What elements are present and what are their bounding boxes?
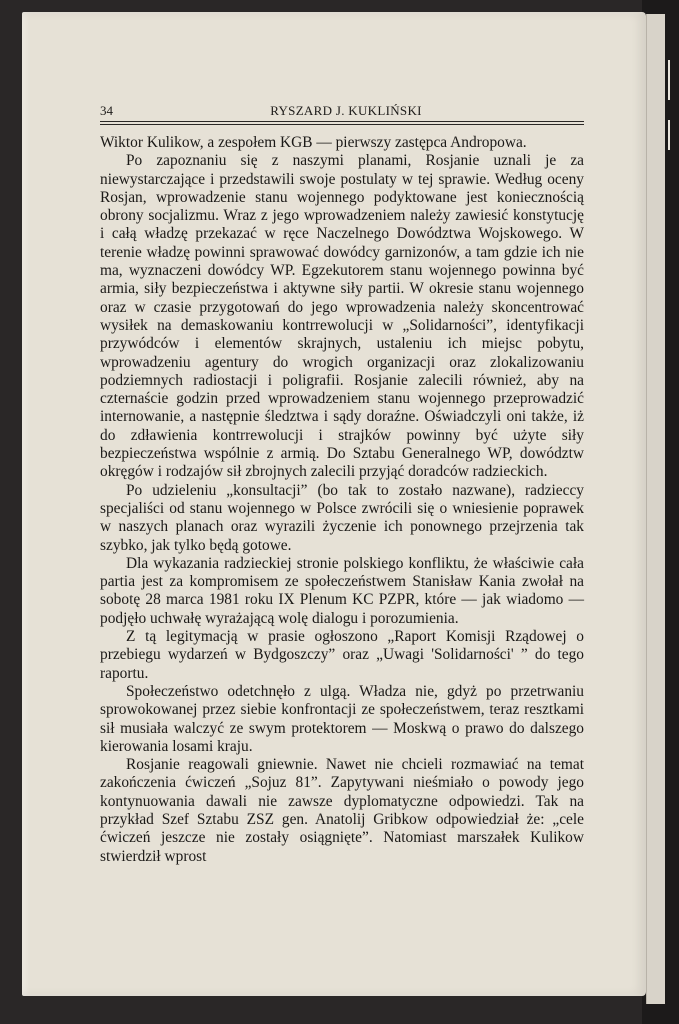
book-right-edge bbox=[642, 0, 679, 1024]
paragraph: Z tą legitymacją w prasie ogłoszono „Raport Komisji Rządowej o przebiegu wydarzeń w Bydgoszczy” oraz „Uwagi 'Solidarności' ” do tego raportu. bbox=[100, 628, 584, 682]
next-page-edge bbox=[646, 14, 665, 1004]
edge-highlight bbox=[668, 60, 670, 100]
page-header bbox=[100, 103, 592, 121]
paragraph: Rosjanie reagowali gniewnie. Nawet nie chcieli rozmawiać na temat zakończenia ćwiczeń „Sojuz 81”. Zapytywani nieśmiało o powody jego kontynuowania dawali nie zawsze dyplomatyczne odpowiedzi. Tak na przykład Szef Sztabu ZSZ gen. Anatolij Gribkow odpowiedział że: „cele ćwiczeń jeszcze nie zostały osiągnięte”. Natomiast marszałek Kulikow stwierdził wprost bbox=[100, 756, 584, 865]
paragraph: Wiktor Kulikow, a zespołem KGB — pierwszy zastępca Andropowa. bbox=[100, 134, 527, 151]
paragraph: Po udzieleniu „konsultacji” (bo tak to zostało nazwane), radzieccy specjaliści od stanu wojennego w Polsce zwrócili się o wniesienie poprawek w naszych planach oraz wyrazili życzenie ich ponownego przejrzenia tak szybko, jak tylko będą gotowe. bbox=[100, 481, 584, 554]
paragraph: Społeczeństwo odetchnęło z ulgą. Władza nie, gdyż po przetrwaniu sprowokowanej przez siebie konfrontacji ze społeczeństwem, teraz resztkami sił musiała walczyć ze swym protektorem — Moskwą o prawo do dalszego kierowania losami kraju. bbox=[100, 682, 584, 755]
page-number: 34 bbox=[100, 103, 113, 118]
paragraph: Po zapoznaniu się z naszymi planami, Rosjanie uznali je za niewystarczające i przedstawili swoje postulaty w tej sprawie. Według oceny Rosjan, wprowadzenie stanu wojennego podyktowane jest koniecznością obrony socjalizmu. Wraz z jego wprowadzeniem należy zawiesić konstytucję i całą władzę przekazać w ręce Naczelnego Dowództwa Wojskowego. W terenie władzę powinni sprawować dowódcy garnizonów, a tam gdzie ich nie ma, wyznaczeni dowódcy WP. Egzekutorem stanu wojennego powinna być armia, siły bezpieczeństwa i aktywne siły partii. W okresie stanu wojennego oraz w czasie przygotowań do jego wprowadzenia należy skoncentrować wysiłek na demaskowaniu kontrrewolucji w „Solidarności”, identyfikacji przywódców i elementów skrajnych, ustaleniu ich miejsc pobytu, wprowadzeniu agentury do wrogich organizacji oraz zlokalizowaniu podziemnych radiostacji i poligrafii. Rosjanie zalecili również, aby na czternaście godzin przed wprowadzeniem stanu wojennego przeprowadzić internowanie, a następnie śledztwa i sądy doraźne. Oświadczyli oni także, iż do zdławienia kontrrewolucji i strajków powinny być użyte siły bezpieczeństwa wspólnie z armią. Do Sztabu Generalnego WP, dowództw okręgów i rodzajów sił zbrojnych zalecili przyjąć doradców radzieckich. bbox=[100, 152, 584, 481]
header-rule bbox=[100, 121, 584, 122]
running-title: RYSZARD J. KUKLIŃSKI bbox=[270, 103, 422, 118]
header-rule bbox=[100, 124, 584, 125]
paragraph: Dla wykazania radzieckiej stronie polskiego konfliktu, że właściwie cała partia jest za kompromisem ze społeczeństwem Stanisław Kania zwołał na sobotę 28 marca 1981 roku IX Plenum KC PZPR, które — jak wiadomo — podjęło uchwałę wyrażającą wolę dialogu i porozumienia. bbox=[100, 554, 584, 627]
body-text bbox=[100, 134, 584, 866]
edge-highlight bbox=[668, 120, 670, 150]
